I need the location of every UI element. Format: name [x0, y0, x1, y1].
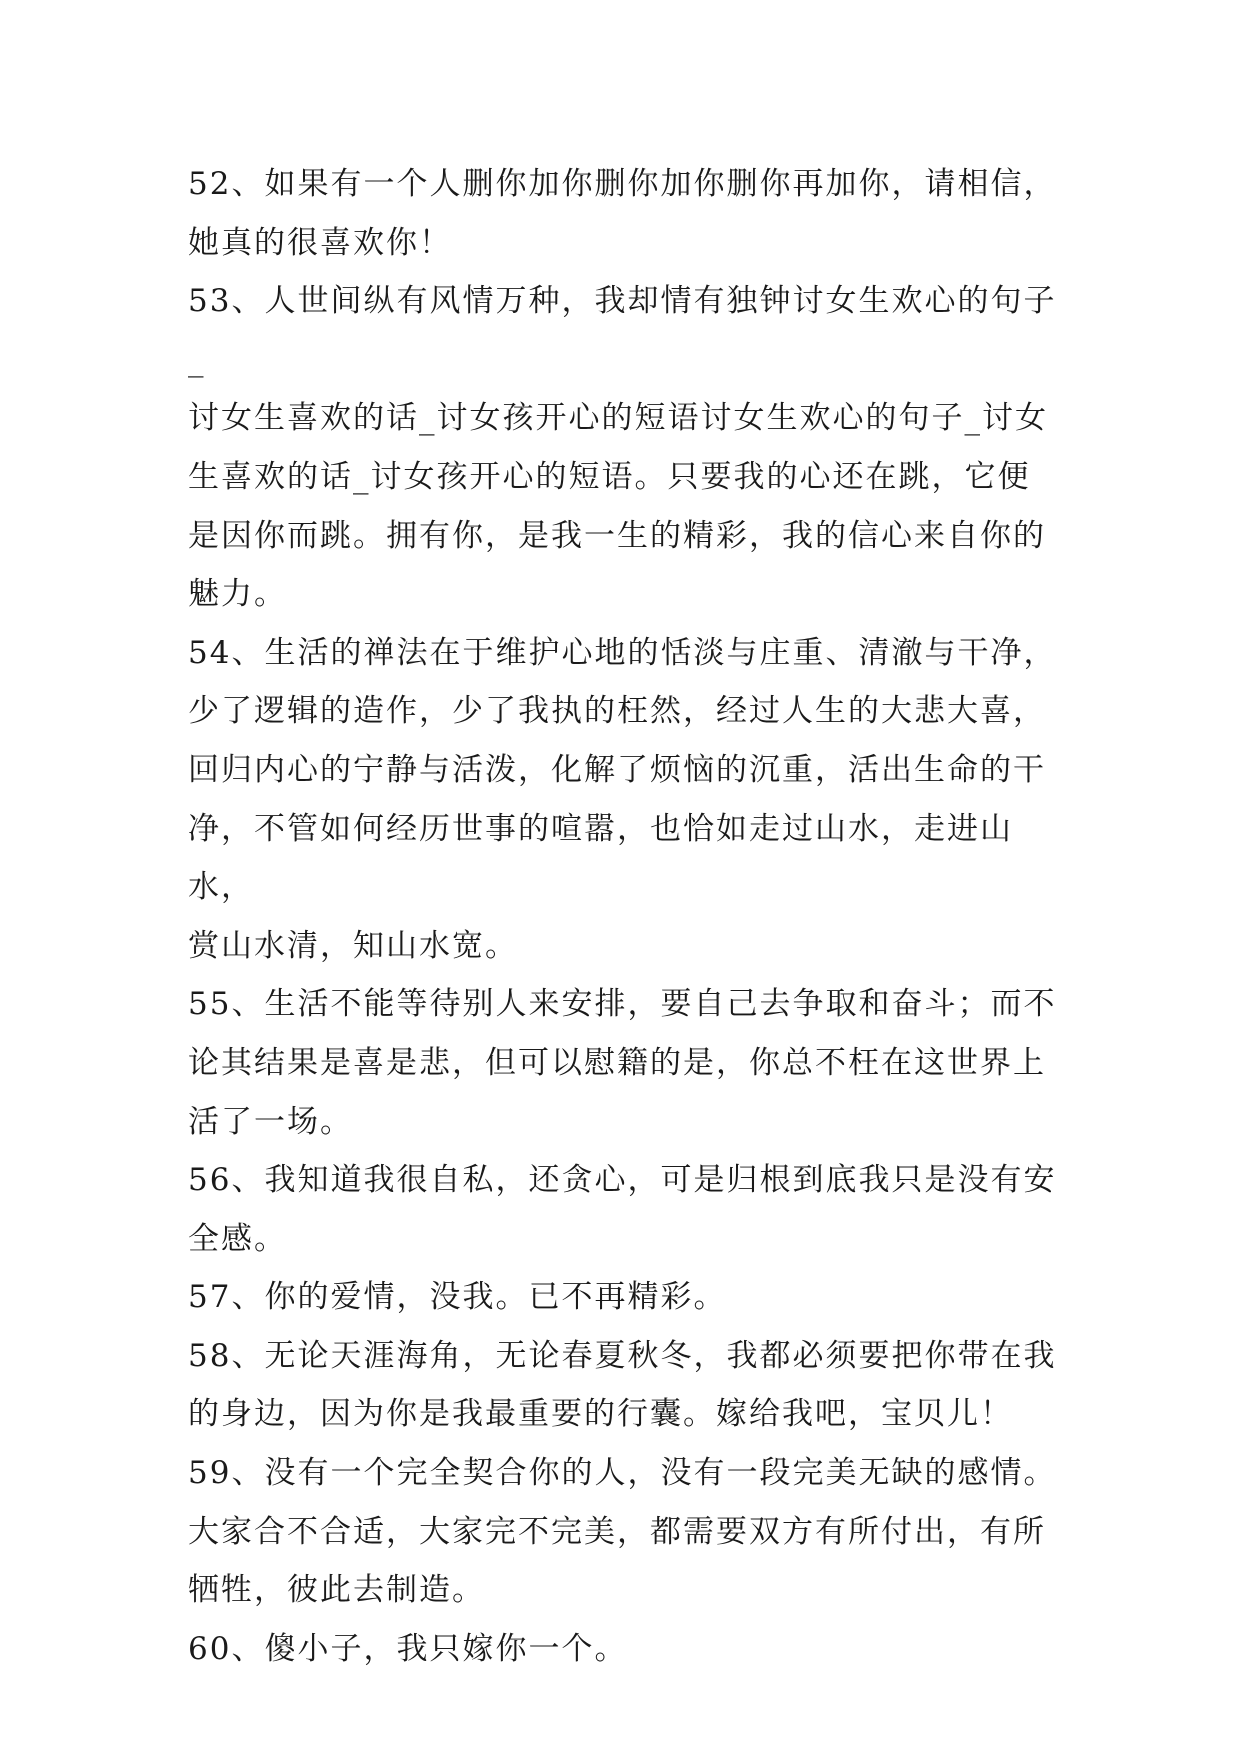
- entry-58: 58、无论天涯海角，无论春夏秋冬，我都必须要把你带在我 的身边，因为你是我最重要的行囊。嫁给我吧，宝贝儿！: [188, 1337, 1057, 1433]
- entry-55: 55、生活不能等待别人来安排，要自己去争取和奋斗；而不 论其结果是喜是悲，但可以慰籍的是，你总不枉在这世界上 活了一场。: [188, 986, 1057, 1140]
- entry-60: 60、傻小子，我只嫁你一个。: [188, 1630, 628, 1667]
- entry-53: 53、人世间纵有风情万种，我却情有独钟讨女生欢心的句子_ 讨女生喜欢的话_讨女孩开心的短语讨女生欢心的句子_讨女 生喜欢的话_讨女孩开心的短语。只要我的心还在跳，它便 是因你而跳。拥有你，是我一生的精彩，我的信心来自你的 魅力。: [188, 283, 1057, 613]
- entry-54: 54、生活的禅法在于维护心地的恬淡与庄重、清澈与干净， 少了逻辑的造作，少了我执的枉然，经过人生的大悲大喜， 回归内心的宁静与活泼，化解了烦恼的沉重，活出生命的干 净，不管如何经历世事的喧嚣，也恰如走过山水，走进山水， 赏山水清，知山水宽。: [188, 634, 1057, 964]
- entry-59: 59、没有一个完全契合你的人，没有一段完美无缺的感情。 大家合不合适，大家完不完美，都需要双方有所付出，有所 牺牲，彼此去制造。: [188, 1455, 1057, 1609]
- entry-52: 52、如果有一个人删你加你删你加你删你再加你，请相信， 她真的很喜欢你！: [188, 166, 1057, 261]
- entry-56: 56、我知道我很自私，还贪心，可是归根到底我只是没有安 全感。: [188, 1162, 1057, 1257]
- entry-57: 57、你的爱情，没我。已不再精彩。: [188, 1279, 727, 1316]
- document-body: [188, 155, 1068, 1678]
